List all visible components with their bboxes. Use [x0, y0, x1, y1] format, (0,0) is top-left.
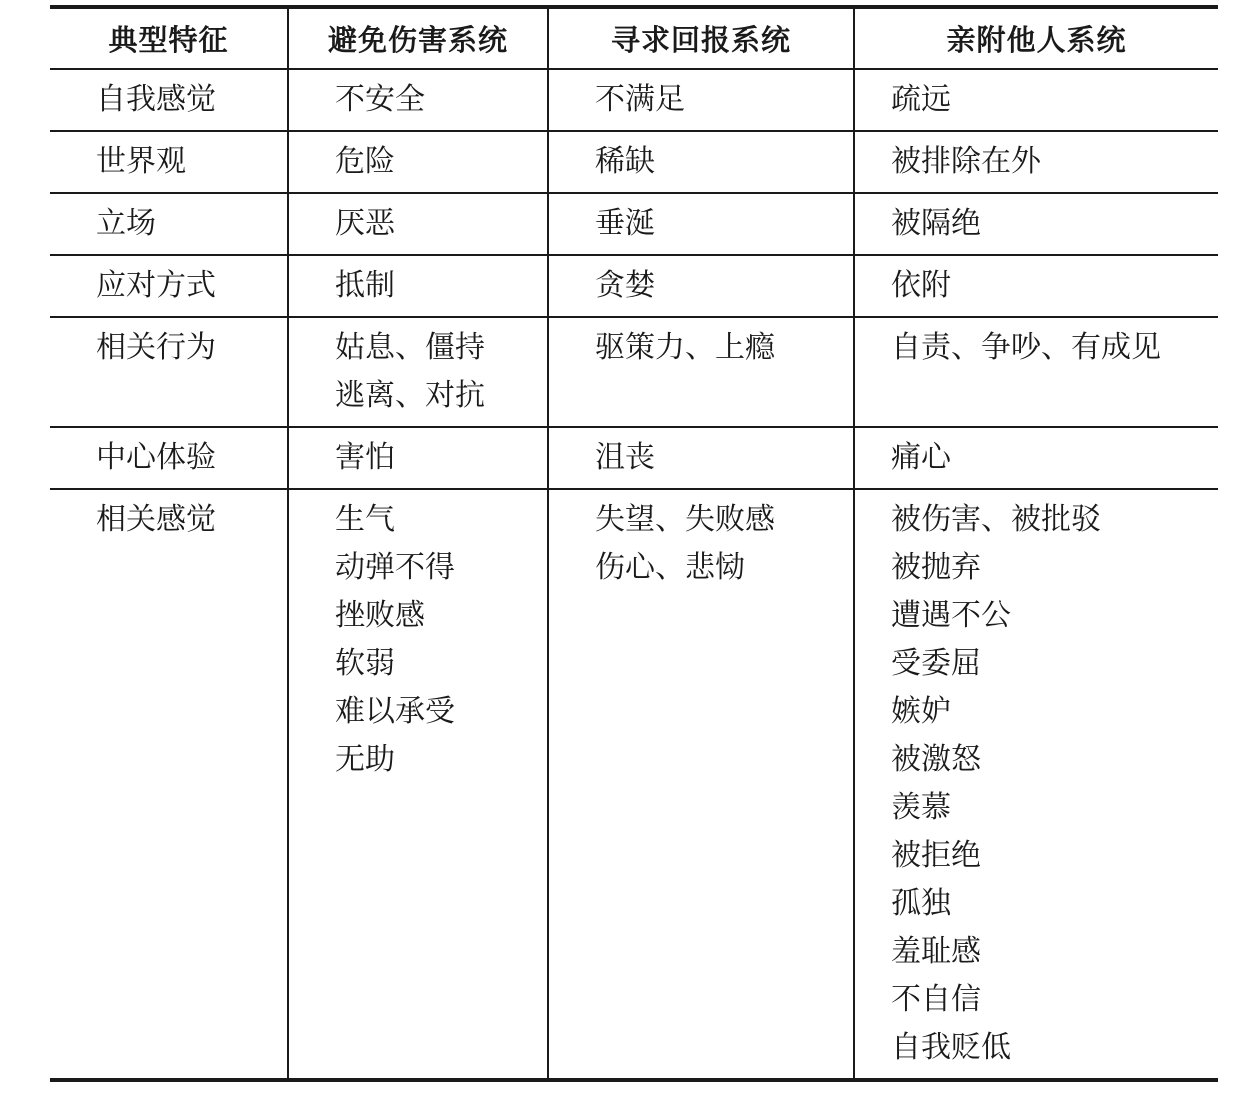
cell-seek-reward [548, 193, 854, 255]
cell-text: 立场 [96, 206, 156, 241]
cell-text: 羞耻感 [891, 934, 981, 969]
cell-avoid-harm [288, 255, 548, 317]
cell-text: 应对方式 [96, 268, 216, 303]
cell-feature [50, 69, 288, 131]
comparison-table [50, 5, 1218, 1082]
cell-text: 难以承受 [335, 694, 455, 729]
cell-attach-others [854, 317, 1218, 427]
cell-text: 垂涎 [595, 206, 655, 241]
cell-text: 不自信 [891, 982, 981, 1017]
cell-avoid-harm [288, 131, 548, 193]
cell-feature [50, 255, 288, 317]
cell-seek-reward [548, 131, 854, 193]
cell-avoid-harm [288, 317, 548, 427]
cell-text: 被拒绝 [891, 838, 981, 873]
cell-text: 羡慕 [891, 790, 951, 825]
table-row [50, 131, 1218, 193]
cell-text: 驱策力、上瘾 [595, 330, 775, 365]
cell-text: 相关行为 [96, 330, 216, 365]
table-row [50, 489, 1218, 1080]
cell-text: 相关感觉 [96, 502, 216, 537]
table-row [50, 255, 1218, 317]
cell-attach-others [854, 193, 1218, 255]
table-body [50, 69, 1218, 1080]
cell-avoid-harm [288, 69, 548, 131]
cell-text: 遭遇不公 [891, 598, 1011, 633]
cell-text: 姑息、僵持 [335, 330, 485, 365]
cell-text: 沮丧 [595, 440, 655, 475]
cell-text: 动弹不得 [335, 550, 455, 585]
cell-text: 厌恶 [335, 206, 395, 241]
cell-seek-reward [548, 255, 854, 317]
cell-text: 稀缺 [595, 144, 655, 179]
cell-text: 疏远 [891, 82, 951, 117]
cell-feature [50, 193, 288, 255]
cell-text: 被伤害、被批驳 [891, 502, 1101, 537]
cell-avoid-harm [288, 489, 548, 1080]
header-seek-reward-system: 寻求回报系统 [548, 7, 854, 69]
cell-text: 害怕 [335, 440, 395, 475]
cell-text: 被排除在外 [891, 144, 1041, 179]
cell-attach-others [854, 427, 1218, 489]
cell-text: 伤心、悲恸 [595, 550, 745, 585]
header-avoid-harm-system: 避免伤害系统 [288, 7, 548, 69]
cell-feature [50, 317, 288, 427]
cell-text: 孤独 [891, 886, 951, 921]
cell-seek-reward [548, 427, 854, 489]
table-row [50, 427, 1218, 489]
cell-feature [50, 427, 288, 489]
cell-attach-others [854, 255, 1218, 317]
cell-text: 自我感觉 [96, 82, 216, 117]
cell-text: 失望、失败感 [595, 502, 775, 537]
table-row [50, 193, 1218, 255]
cell-seek-reward [548, 317, 854, 427]
cell-text: 挫败感 [335, 598, 425, 633]
cell-text: 中心体验 [96, 440, 216, 475]
cell-avoid-harm [288, 193, 548, 255]
cell-text: 抵制 [335, 268, 395, 303]
cell-text: 世界观 [96, 144, 186, 179]
header-attach-others-system: 亲附他人系统 [854, 7, 1218, 69]
cell-text: 不满足 [595, 82, 685, 117]
cell-text: 自我贬低 [891, 1030, 1011, 1065]
cell-text: 危险 [335, 144, 395, 179]
cell-text: 逃离、对抗 [335, 378, 485, 413]
cell-avoid-harm [288, 427, 548, 489]
cell-seek-reward [548, 489, 854, 1080]
cell-text: 不安全 [335, 82, 425, 117]
cell-text: 软弱 [335, 646, 395, 681]
cell-attach-others [854, 69, 1218, 131]
cell-text: 被抛弃 [891, 550, 981, 585]
table-row [50, 317, 1218, 427]
header-row [50, 7, 1218, 69]
cell-attach-others [854, 489, 1218, 1080]
cell-text: 受委屈 [891, 646, 981, 681]
header-feature: 典型特征 [50, 7, 288, 69]
cell-text: 被隔绝 [891, 206, 981, 241]
cell-text: 被激怒 [891, 742, 981, 777]
cell-seek-reward [548, 69, 854, 131]
comparison-table-container [50, 5, 1218, 1082]
table-header [50, 7, 1218, 69]
cell-text: 自责、争吵、有成见 [891, 330, 1161, 365]
cell-text: 生气 [335, 502, 395, 537]
cell-text: 痛心 [891, 440, 951, 475]
cell-feature [50, 131, 288, 193]
cell-attach-others [854, 131, 1218, 193]
table-row [50, 69, 1218, 131]
cell-text: 无助 [335, 742, 395, 777]
cell-feature [50, 489, 288, 1080]
cell-text: 嫉妒 [891, 694, 951, 729]
cell-text: 依附 [891, 268, 951, 303]
cell-text: 贪婪 [595, 268, 655, 303]
